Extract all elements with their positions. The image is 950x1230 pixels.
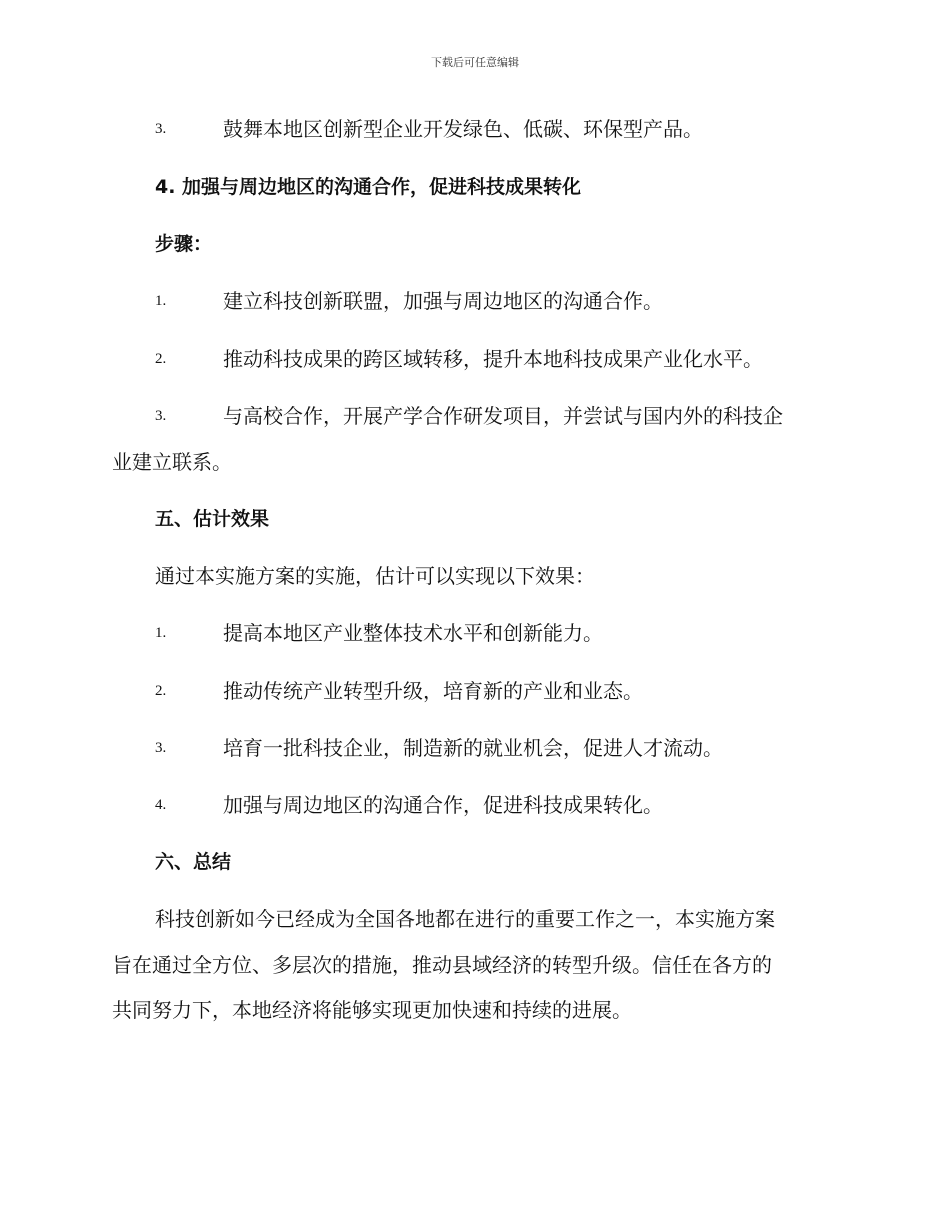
list-item-text: 鼓舞本地区创新型企业开发绿色、低碳、环保型产品。	[223, 117, 703, 141]
list-item-text: 与高校合作，开展产学合作研发项目，并尝试与国内外的科技企	[223, 404, 783, 428]
list-item-continuation: 业建立联系。	[112, 450, 232, 474]
paragraph-line: 旨在通过全方位、多层次的措施，推动县域经济的转型升级。信任在各方的	[112, 953, 772, 977]
section-heading-4: 4. 加强与周边地区的沟通合作，促进科技成果转化	[155, 176, 582, 198]
steps-label: 步骤：	[155, 233, 213, 255]
page-header: 下载后可任意编辑	[431, 56, 519, 69]
list-item-text: 培育一批科技企业，制造新的就业机会，促进人才流动。	[223, 736, 723, 760]
list-number: 3.	[155, 408, 167, 424]
list-number: 3.	[155, 740, 167, 756]
list-item-text: 建立科技创新联盟，加强与周边地区的沟通合作。	[223, 289, 663, 313]
list-item-text: 提高本地区产业整体技术水平和创新能力。	[223, 621, 603, 645]
list-item-text: 加强与周边地区的沟通合作，促进科技成果转化。	[223, 793, 663, 817]
list-number: 3.	[155, 121, 167, 137]
section-heading-5: 五、估计效果	[155, 508, 270, 530]
list-number: 4.	[155, 797, 167, 813]
paragraph-line: 共同努力下，本地经济将能够实现更加快速和持续的进展。	[112, 998, 632, 1022]
list-item-text: 推动科技成果的跨区域转移，提升本地科技成果产业化水平。	[223, 347, 763, 371]
list-number: 2.	[155, 351, 167, 367]
list-number: 1.	[155, 625, 167, 641]
list-number: 1.	[155, 293, 167, 309]
section-intro: 通过本实施方案的实施，估计可以实现以下效果：	[155, 564, 595, 588]
list-number: 2.	[155, 683, 167, 699]
list-item-text: 推动传统产业转型升级，培育新的产业和业态。	[223, 679, 643, 703]
paragraph-line: 科技创新如今已经成为全国各地都在进行的重要工作之一，本实施方案	[155, 907, 775, 931]
section-heading-6: 六、总结	[155, 851, 232, 873]
